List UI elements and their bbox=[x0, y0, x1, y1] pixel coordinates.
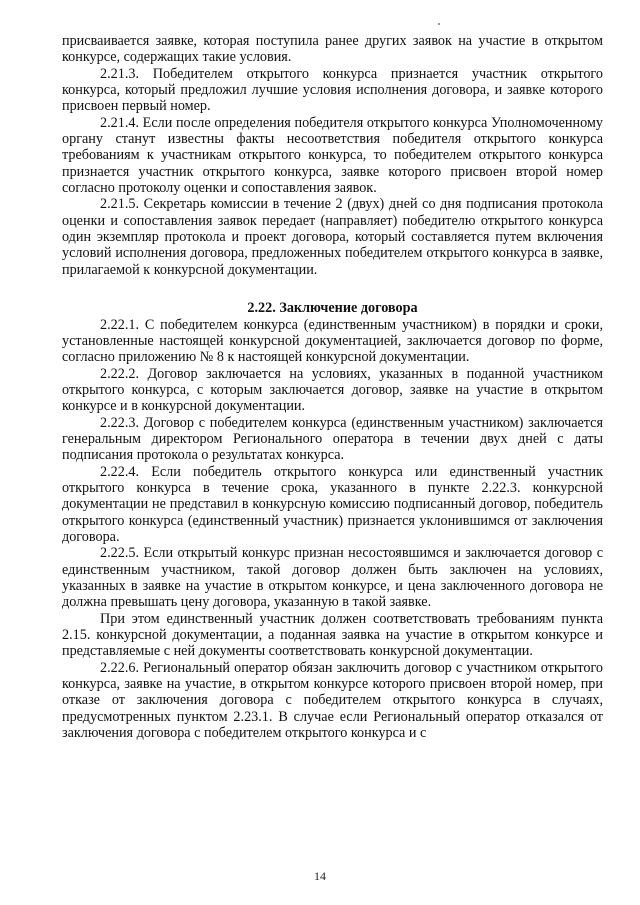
paragraphs-after-heading bbox=[62, 317, 603, 742]
paragraph-2-22-5: 2.22.5. Если открытый конкурс признан несостоявшимся и заключается договор с единственным участником, такой договор должен быть заключен на условиях, указанных в заявке на участие в открытом конкурсе, и цена заключенного договора не должна превышать цену договора, указанную в такой заявке. bbox=[62, 545, 603, 611]
paragraph-2-21-5: 2.21.5. Секретарь комиссии в течение 2 (двух) дней со дня подписания протокола оценки и сопоставления заявок передает (направляет) победителю открытого конкурса один экземпляр протокола и проект договора, который составляется путем включения условий исполнения договора, предложенных победителем открытого конкурса в заявке, прилагаемой к конкурсной документации. bbox=[62, 196, 603, 278]
paragraphs-before-heading bbox=[62, 33, 603, 278]
section-spacer bbox=[62, 278, 603, 300]
paragraph-single-participant: При этом единственный участник должен соответствовать требованиям пункта 2.15. конкурсной документации, а поданная заявка на участие в открытом конкурсе и представляемые с ней документы соответствовать конкурсной документации. bbox=[62, 610, 603, 660]
scan-speck bbox=[438, 23, 440, 25]
document-page bbox=[62, 33, 603, 741]
paragraph-2-22-1: 2.22.1. С победителем конкурса (единственным участником) в порядки и сроки, установленные настоящей конкурсной документацией, заключается договор по форме, согласно приложению № 8 к настоящей конкурсной документации. bbox=[62, 316, 603, 366]
paragraph-2-22-6: 2.22.6. Региональный оператор обязан заключить договор с участником открытого конкурса, заявке на участие, в открытом конкурсе которого присвоен второй номер, при отказе от заключения договора с победителем открытого конкурса в случаях, предусмотренных пунктом 2.23.1. В случае если Региональный оператор отказался от заключения договора с победителем открытого конкурса и с bbox=[62, 659, 603, 742]
paragraph-2-22-2: 2.22.2. Договор заключается на условиях, указанных в поданной участником открытого конкурса, с которым заключается договор, заявке на участие в открытом конкурсе и в конкурсной документации. bbox=[62, 365, 603, 415]
paragraph-continuation: присваивается заявке, которая поступила ранее других заявок на участие в открытом конкурсе, содержащих такие условия. bbox=[62, 33, 603, 66]
page-number: 14 bbox=[314, 869, 326, 883]
paragraph-2-21-3: 2.21.3. Победителем открытого конкурса признается участник открытого конкурса, который предложил лучшие условия исполнения договора, и заявке которого присвоен первый номер. bbox=[62, 65, 603, 115]
paragraph-2-22-3: 2.22.3. Договор с победителем конкурса (единственным участником) заключается генеральным директором Регионального оператора в течении двух дней с даты подписания протокола о результатах конкурса. bbox=[62, 414, 603, 464]
paragraph-2-21-4: 2.21.4. Если после определения победителя открытого конкурса Уполномоченному органу станут известны факты несоответствия победителя открытого конкурса требованиям к участникам открытого конкурса, то победителем открытого конкурса признается участник открытого конкурса, заявке которого присвоен второй номер согласно протоколу оценки и сопоставления заявок. bbox=[62, 114, 603, 197]
section-heading: 2.22. Заключение договора bbox=[247, 300, 418, 317]
paragraph-2-22-4: 2.22.4. Если победитель открытого конкурса или единственный участник открытого конкурса в течение срока, указанного в пункте 2.22.3. конкурсной документации не представил в конкурсную комиссию подписанный договор, победитель открытого конкурса (единственный участник) признается уклонившимся от заключения договора. bbox=[62, 463, 603, 545]
